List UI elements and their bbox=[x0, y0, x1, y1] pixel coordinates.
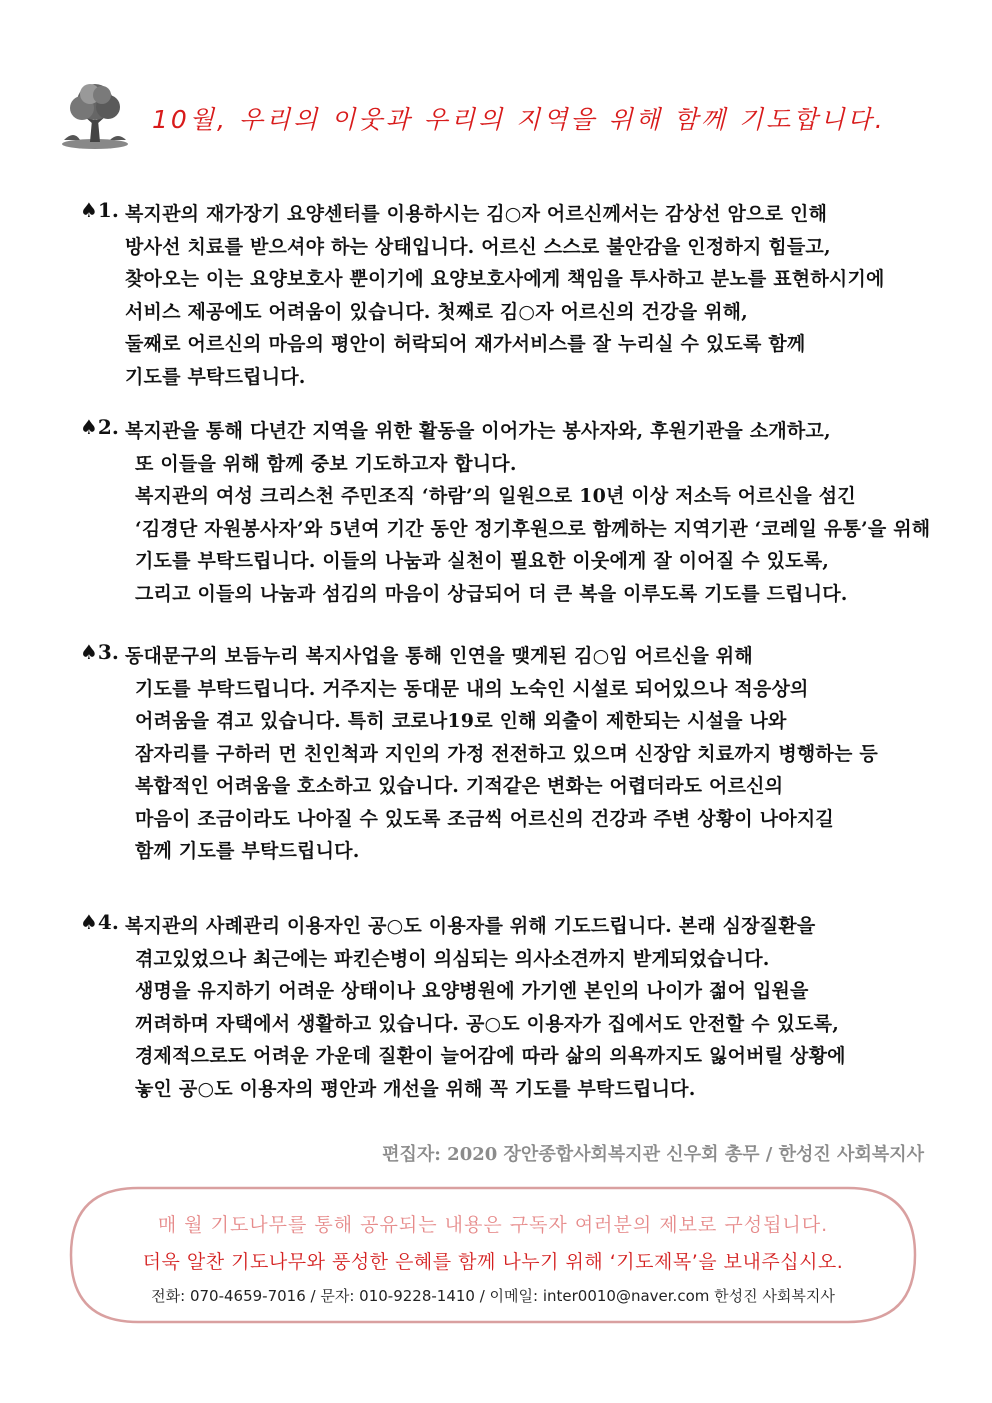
item-text-line: 서비스 제공에도 어려움이 있습니다. 첫째로 김○자 어르신의 건강을 위해, bbox=[125, 300, 748, 323]
item-text-line: 복지관의 여성 크리스천 주민조직 ‘하람’의 일원으로 10년 이상 저소득 어르신을 섬긴 bbox=[135, 485, 856, 507]
item-text-line: 방사선 치료를 받으셔야 하는 상태입니다. 어르신 스스로 불안감을 인정하지 힘들고, bbox=[125, 235, 831, 258]
contact-line: 전화: 070-4659-7016 / 문자: 010-9228-1410 / 이메일: inter0010@naver.com 한성진 사회복지사 bbox=[151, 1287, 835, 1305]
spade-bullet: ♠1. bbox=[80, 198, 119, 222]
item-text-line: 경제적으로도 어려운 가운데 질환이 늘어감에 따라 삶의 의욕까지도 잃어버릴 상황에 bbox=[135, 1045, 846, 1067]
item-text-line: 겪고있었으나 최근에는 파킨슨병이 의심되는 의사소견까지 받게되었습니다. bbox=[135, 947, 770, 970]
item-text-line: 생명을 유지하기 어려운 상태이나 요양병원에 가기엔 본인의 나이가 젊어 입원을 bbox=[135, 980, 809, 1002]
item-text-line: ‘김경단 자원봉사자’와 5년여 기간 동안 정기후원으로 함께하는 지역기관 ‘코레일 유통’을 위해 bbox=[135, 517, 931, 540]
item-text-line: 또 이들을 위해 함께 중보 기도하고자 합니다. bbox=[135, 452, 517, 475]
prayer-item-3 bbox=[80, 640, 940, 868]
item-text-line: 어려움을 겪고 있습니다. 특히 코로나19로 인해 외출이 제한되는 시설을 나와 bbox=[135, 710, 787, 732]
spade-bullet: ♠4. bbox=[80, 910, 119, 934]
item-text-line: 놓인 공○도 이용자의 평안과 개선을 위해 꼭 기도를 부탁드립니다. bbox=[135, 1077, 696, 1100]
prayer-item-1 bbox=[80, 198, 940, 393]
item-text-line: 꺼려하며 자택에서 생활하고 있습니다. 공○도 이용자가 집에서도 안전할 수 있도록, bbox=[135, 1012, 840, 1035]
spade-bullet: ♠3. bbox=[80, 640, 119, 664]
item-text-line: 복합적인 어려움을 호소하고 있습니다. 기적같은 변화는 어렵더라도 어르신의 bbox=[135, 775, 784, 797]
item-text-line: 마음이 조금이라도 나아질 수 있도록 조금씩 어르신의 건강과 주변 상황이 나아지길 bbox=[135, 807, 834, 830]
item-text-line: 잠자리를 구하러 먼 친인척과 지인의 가정 전전하고 있으며 신장암 치료까지 병행하는 등 bbox=[135, 742, 878, 765]
prayer-item-4 bbox=[80, 910, 940, 1105]
item-text-line: 그리고 이들의 나눔과 섬김의 마음이 상급되어 더 큰 복을 이루도록 기도를 드립니다. bbox=[135, 582, 848, 605]
spade-bullet: ♠2. bbox=[80, 415, 119, 439]
item-text-line: 기도를 부탁드립니다. 이들의 나눔과 실천이 필요한 이웃에게 잘 이어질 수 있도록, bbox=[135, 550, 830, 572]
page-header bbox=[60, 80, 940, 170]
item-text-line: 복지관을 통해 다년간 지역을 위한 활동을 이어가는 봉사자와, 후원기관을 소개하고, bbox=[125, 420, 831, 442]
item-text-line: 복지관의 재가장기 요양센터를 이용하시는 김○자 어르신께서는 감상선 암으로 인해 bbox=[125, 203, 828, 225]
item-text-line: 기도를 부탁드립니다. 거주지는 동대문 내의 노숙인 시설로 되어있으나 적응상의 bbox=[135, 677, 809, 700]
notice-line-2: 더욱 알찬 기도나무와 풍성한 은혜를 함께 나누기 위해 ‘기도제목’을 보내주십시오. bbox=[142, 1251, 844, 1273]
item-text-line: 함께 기도를 부탁드립니다. bbox=[135, 840, 360, 862]
notice-box bbox=[68, 1185, 918, 1325]
page-title: 10월, 우리의 이웃과 우리의 지역을 위해 함께 기도합니다. bbox=[152, 105, 886, 134]
item-text-line: 복지관의 사례관리 이용자인 공○도 이용자를 위해 기도드립니다. 본래 심장질환을 bbox=[125, 915, 816, 937]
item-text-line: 찾아오는 이는 요양보호사 뿐이기에 요양보호사에게 책임을 투사하고 분노를 표현하시기에 bbox=[125, 268, 885, 290]
item-text-line: 기도를 부탁드립니다. bbox=[125, 365, 306, 388]
item-text-line: 동대문구의 보듬누리 복지사업을 통해 인연을 맺게된 김○임 어르신을 위해 bbox=[125, 645, 753, 667]
prayer-item-2 bbox=[80, 415, 940, 610]
item-text-line: 둘째로 어르신의 마음의 평안이 허락되어 재가서비스를 잘 누리실 수 있도록 함께 bbox=[125, 333, 806, 355]
editor-credit: 편집자: 2020 장안종합사회복지관 신우회 총무 / 한성진 사회복지사 bbox=[382, 1144, 924, 1165]
tree-icon bbox=[60, 80, 130, 150]
notice-line-1: 매 월 기도나무를 통해 공유되는 내용은 구독자 여러분의 제보로 구성됩니다. bbox=[157, 1214, 829, 1236]
